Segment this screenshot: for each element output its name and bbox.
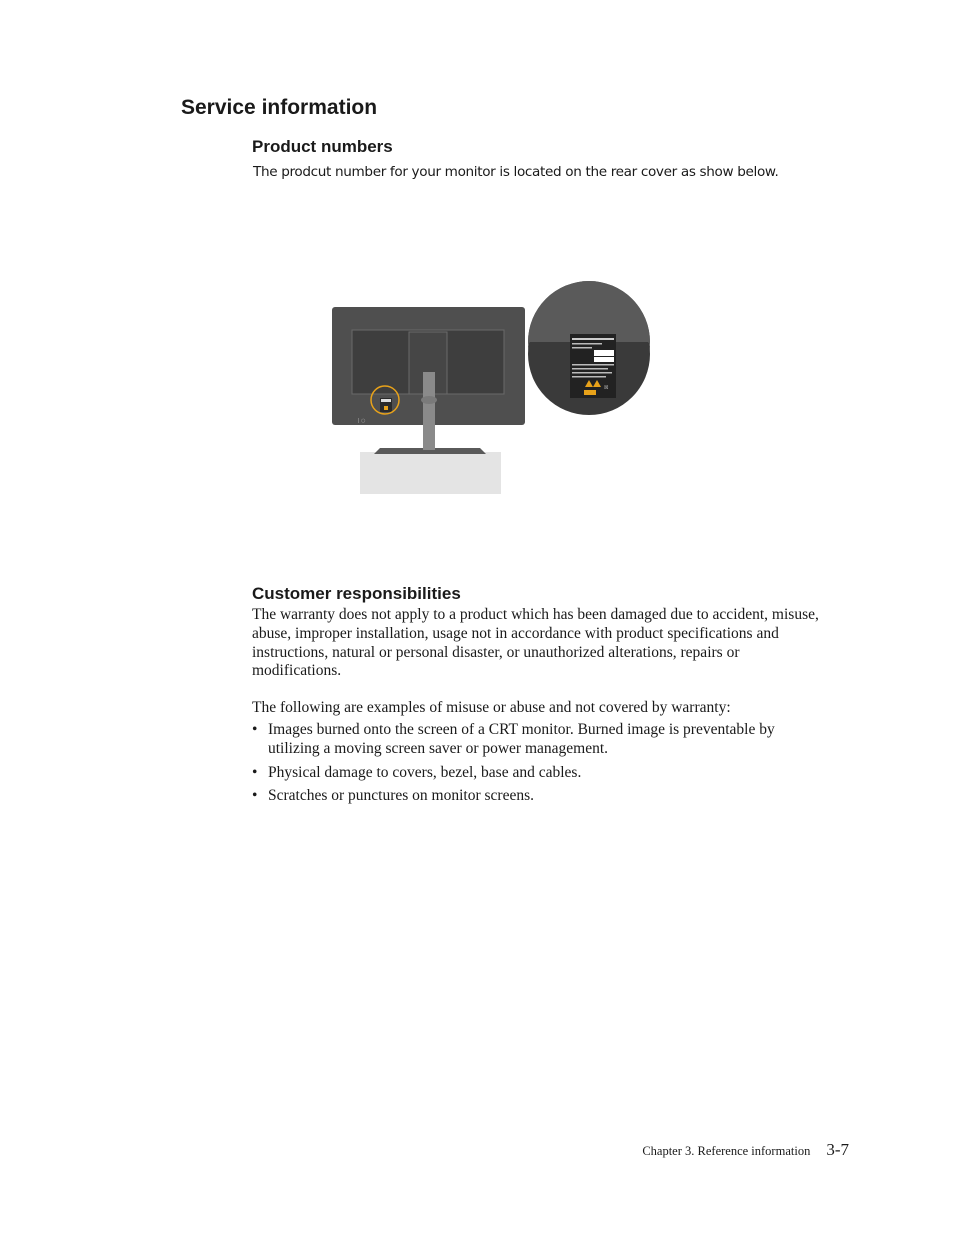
svg-text:☒: ☒ — [604, 385, 609, 391]
misuse-examples-list — [252, 721, 827, 811]
product-numbers-heading: Product numbers — [252, 137, 393, 156]
monitor-base — [360, 452, 501, 494]
list-item-text: Images burned onto the screen of a CRT monitor. Burned image is preventable by utilizing a moving screen saver or power management. — [268, 721, 775, 757]
product-number-text: The prodcut number for your monitor is located on the rear cover as show below. — [253, 164, 779, 180]
svg-text:ǀ ○: ǀ ○ — [358, 418, 366, 424]
bullet-icon: • — [252, 763, 258, 781]
chapter-label: Chapter 3. Reference information — [642, 1144, 811, 1158]
bullet-icon: • — [252, 721, 258, 738]
list-item-text: Physical damage to covers, bezel, base and cables. — [268, 763, 582, 781]
list-item-text: Scratches or punctures on monitor screens. — [268, 787, 535, 805]
warranty-paragraph: The warranty does not apply to a product which has been damaged due to accident, misuse, abuse, improper installation, usage not in accordance with product specifications and instructions, natural or personal disaster, or unauthorized alterations, repairs or modifications. — [252, 606, 819, 680]
label-zoom-view — [528, 281, 650, 415]
page-title: Service information — [181, 96, 378, 119]
list-item — [252, 764, 827, 783]
monitor-stand — [423, 372, 435, 450]
list-item — [252, 787, 827, 806]
list-item — [252, 721, 827, 759]
bullet-icon: • — [252, 787, 258, 805]
page-number: 3-7 — [826, 1140, 849, 1159]
monitor-rear-illustration — [316, 264, 660, 496]
customer-responsibilities-heading: Customer responsibilities — [252, 584, 461, 603]
misuse-intro-paragraph: The following are examples of misuse or abuse and not covered by warranty: — [252, 699, 731, 716]
page-footer — [642, 1140, 849, 1160]
monitor-rear-figure — [316, 264, 660, 496]
